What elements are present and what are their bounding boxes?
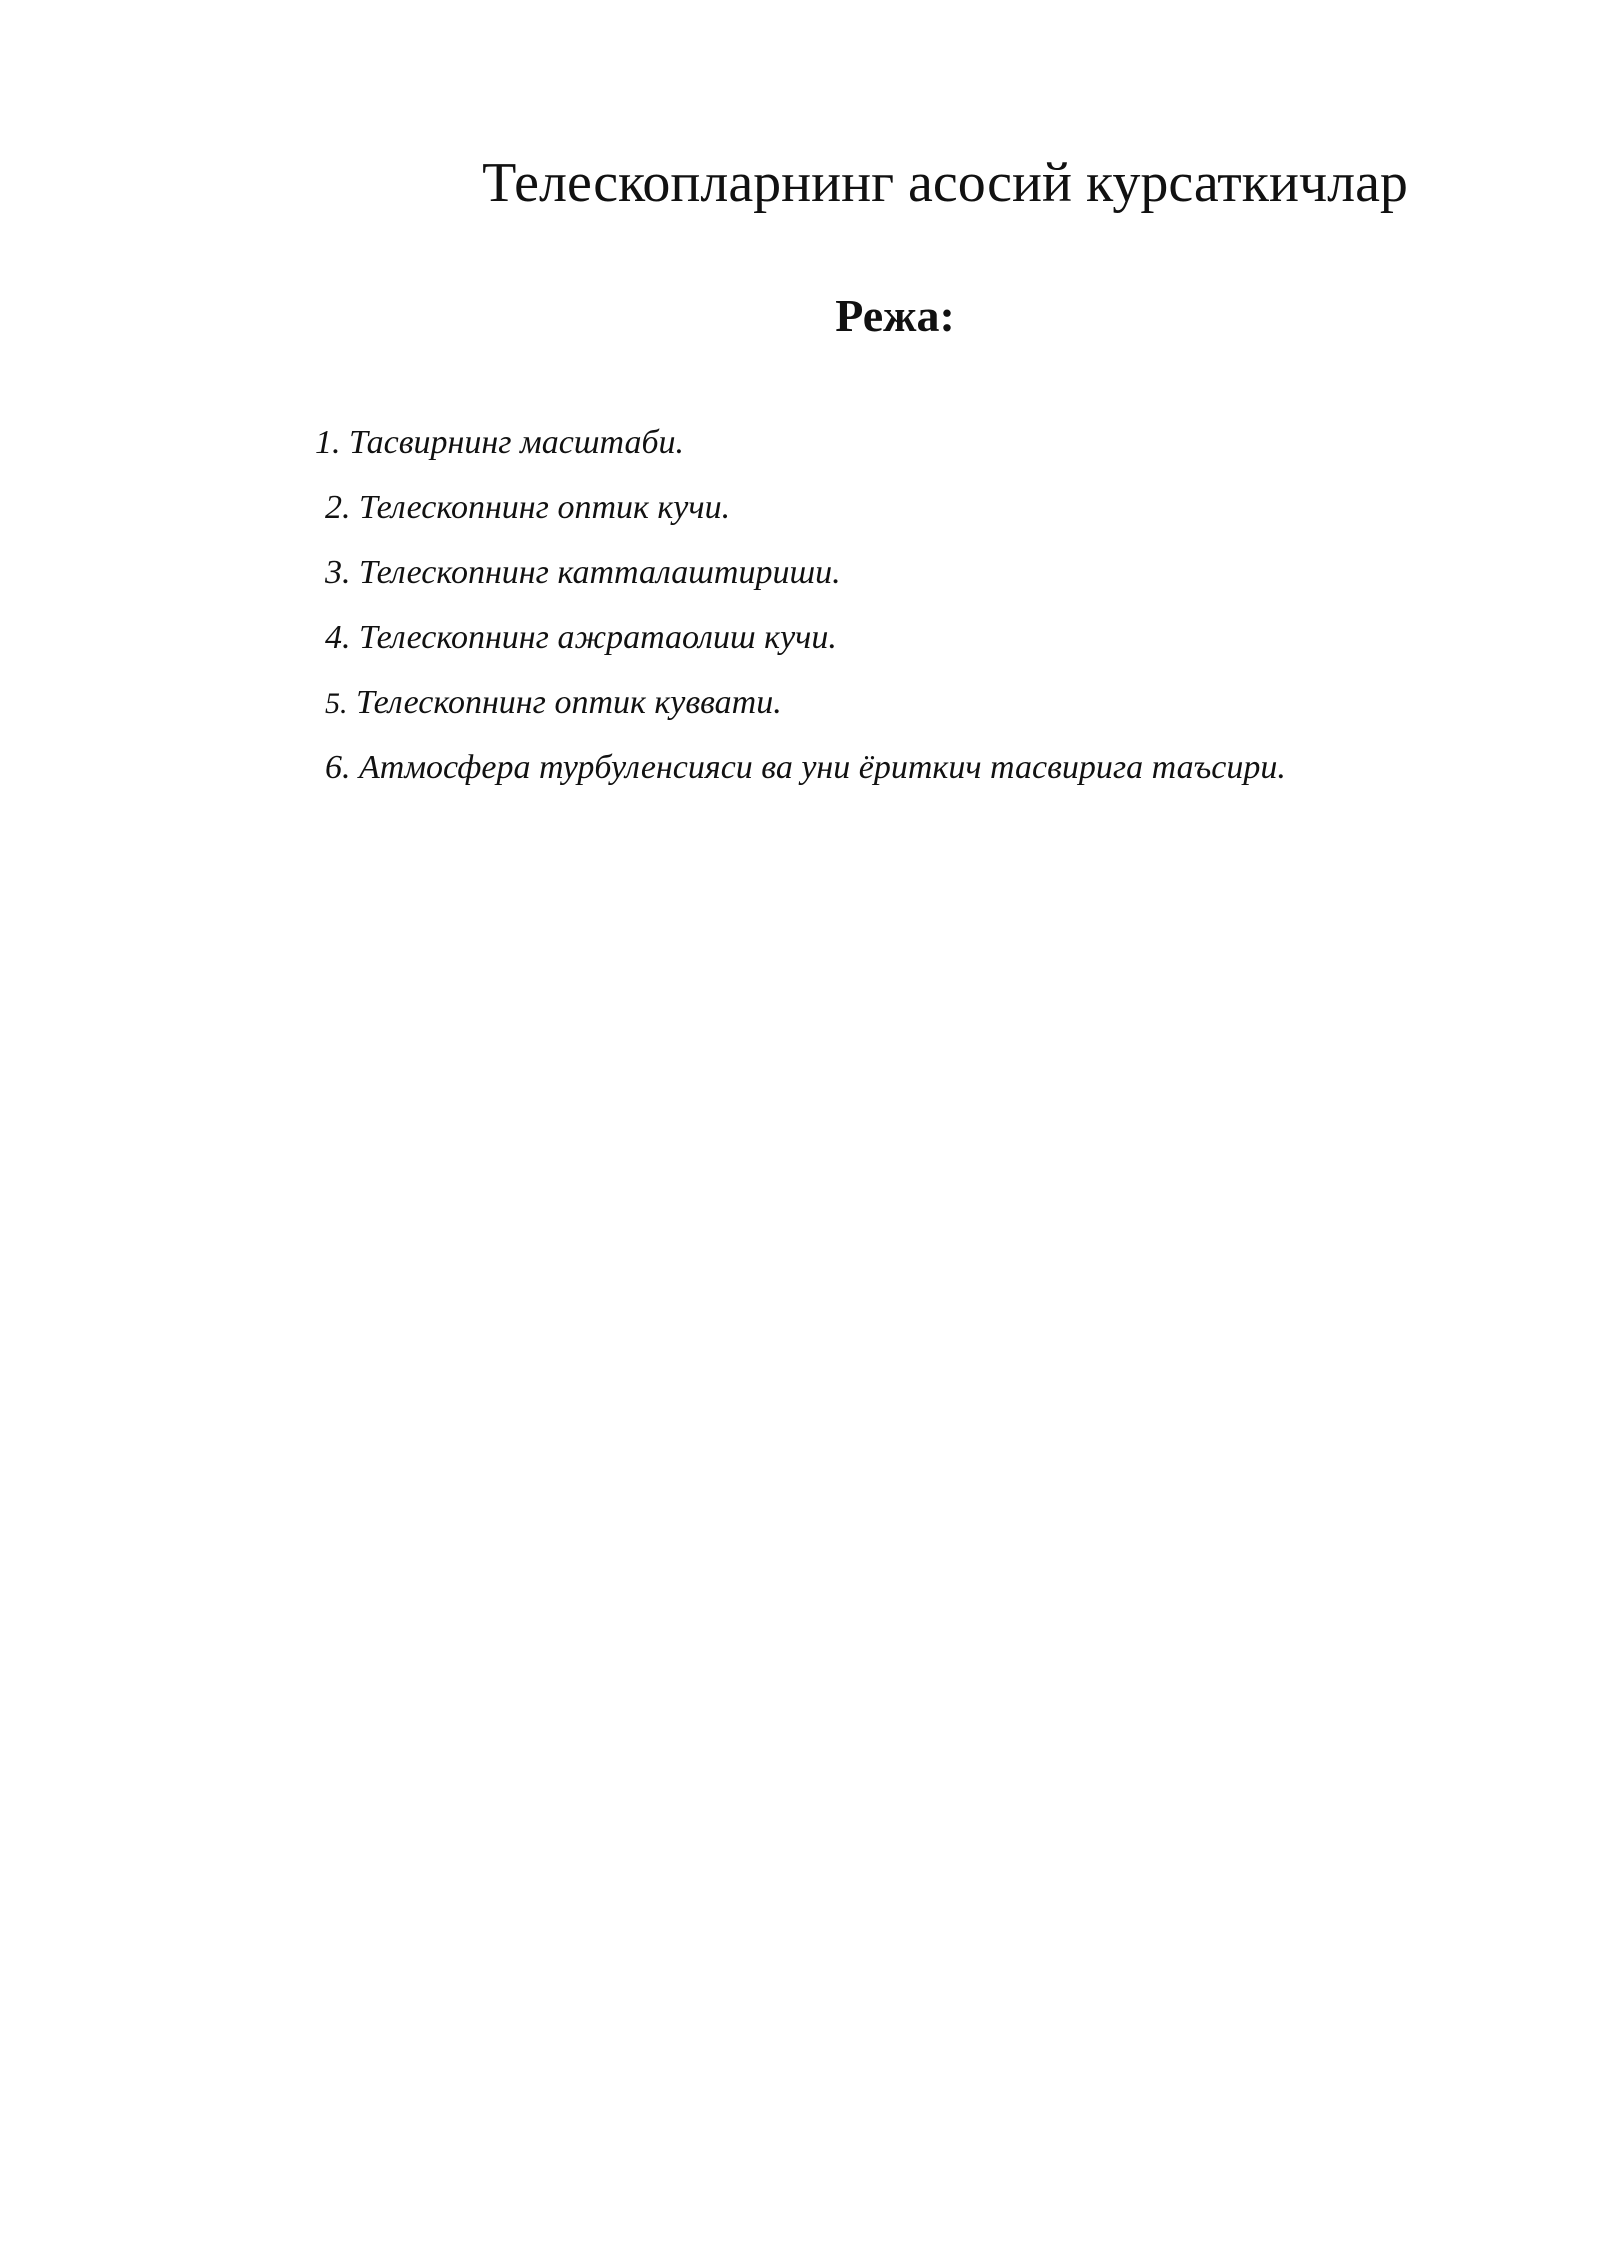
plan-item-3 xyxy=(325,553,841,594)
plan-item-number: 1. xyxy=(315,424,341,461)
plan-item-number: 6. xyxy=(325,749,351,786)
plan-item-text: Телескопнинг ажратаолиш кучи. xyxy=(359,619,837,656)
plan-item-text: Телескопнинг катталаштириши. xyxy=(359,554,841,591)
plan-item-number: 3. xyxy=(325,554,351,591)
plan-item-text: Телескопнинг оптик кучи. xyxy=(359,489,731,526)
plan-item-text: Тасвирнинг масштаби. xyxy=(349,424,685,461)
plan-item-number: 5. xyxy=(325,687,348,720)
plan-item-number: 2. xyxy=(325,489,351,526)
document-title: Телескопларнинг асосий курсаткичлар xyxy=(482,152,1408,214)
plan-item-6 xyxy=(325,748,1286,789)
plan-item-text: Атмосфера турбуленсияси ва уни ёриткич тасвирига таъсири. xyxy=(359,749,1286,786)
plan-item-1 xyxy=(315,423,684,464)
plan-heading: Режа: xyxy=(835,290,955,341)
plan-item-4 xyxy=(325,618,837,659)
plan-item-5 xyxy=(325,683,782,724)
plan-item-number: 4. xyxy=(325,619,351,656)
plan-item-text: Телескопнинг оптик куввати. xyxy=(356,684,782,721)
plan-item-2 xyxy=(325,488,730,529)
